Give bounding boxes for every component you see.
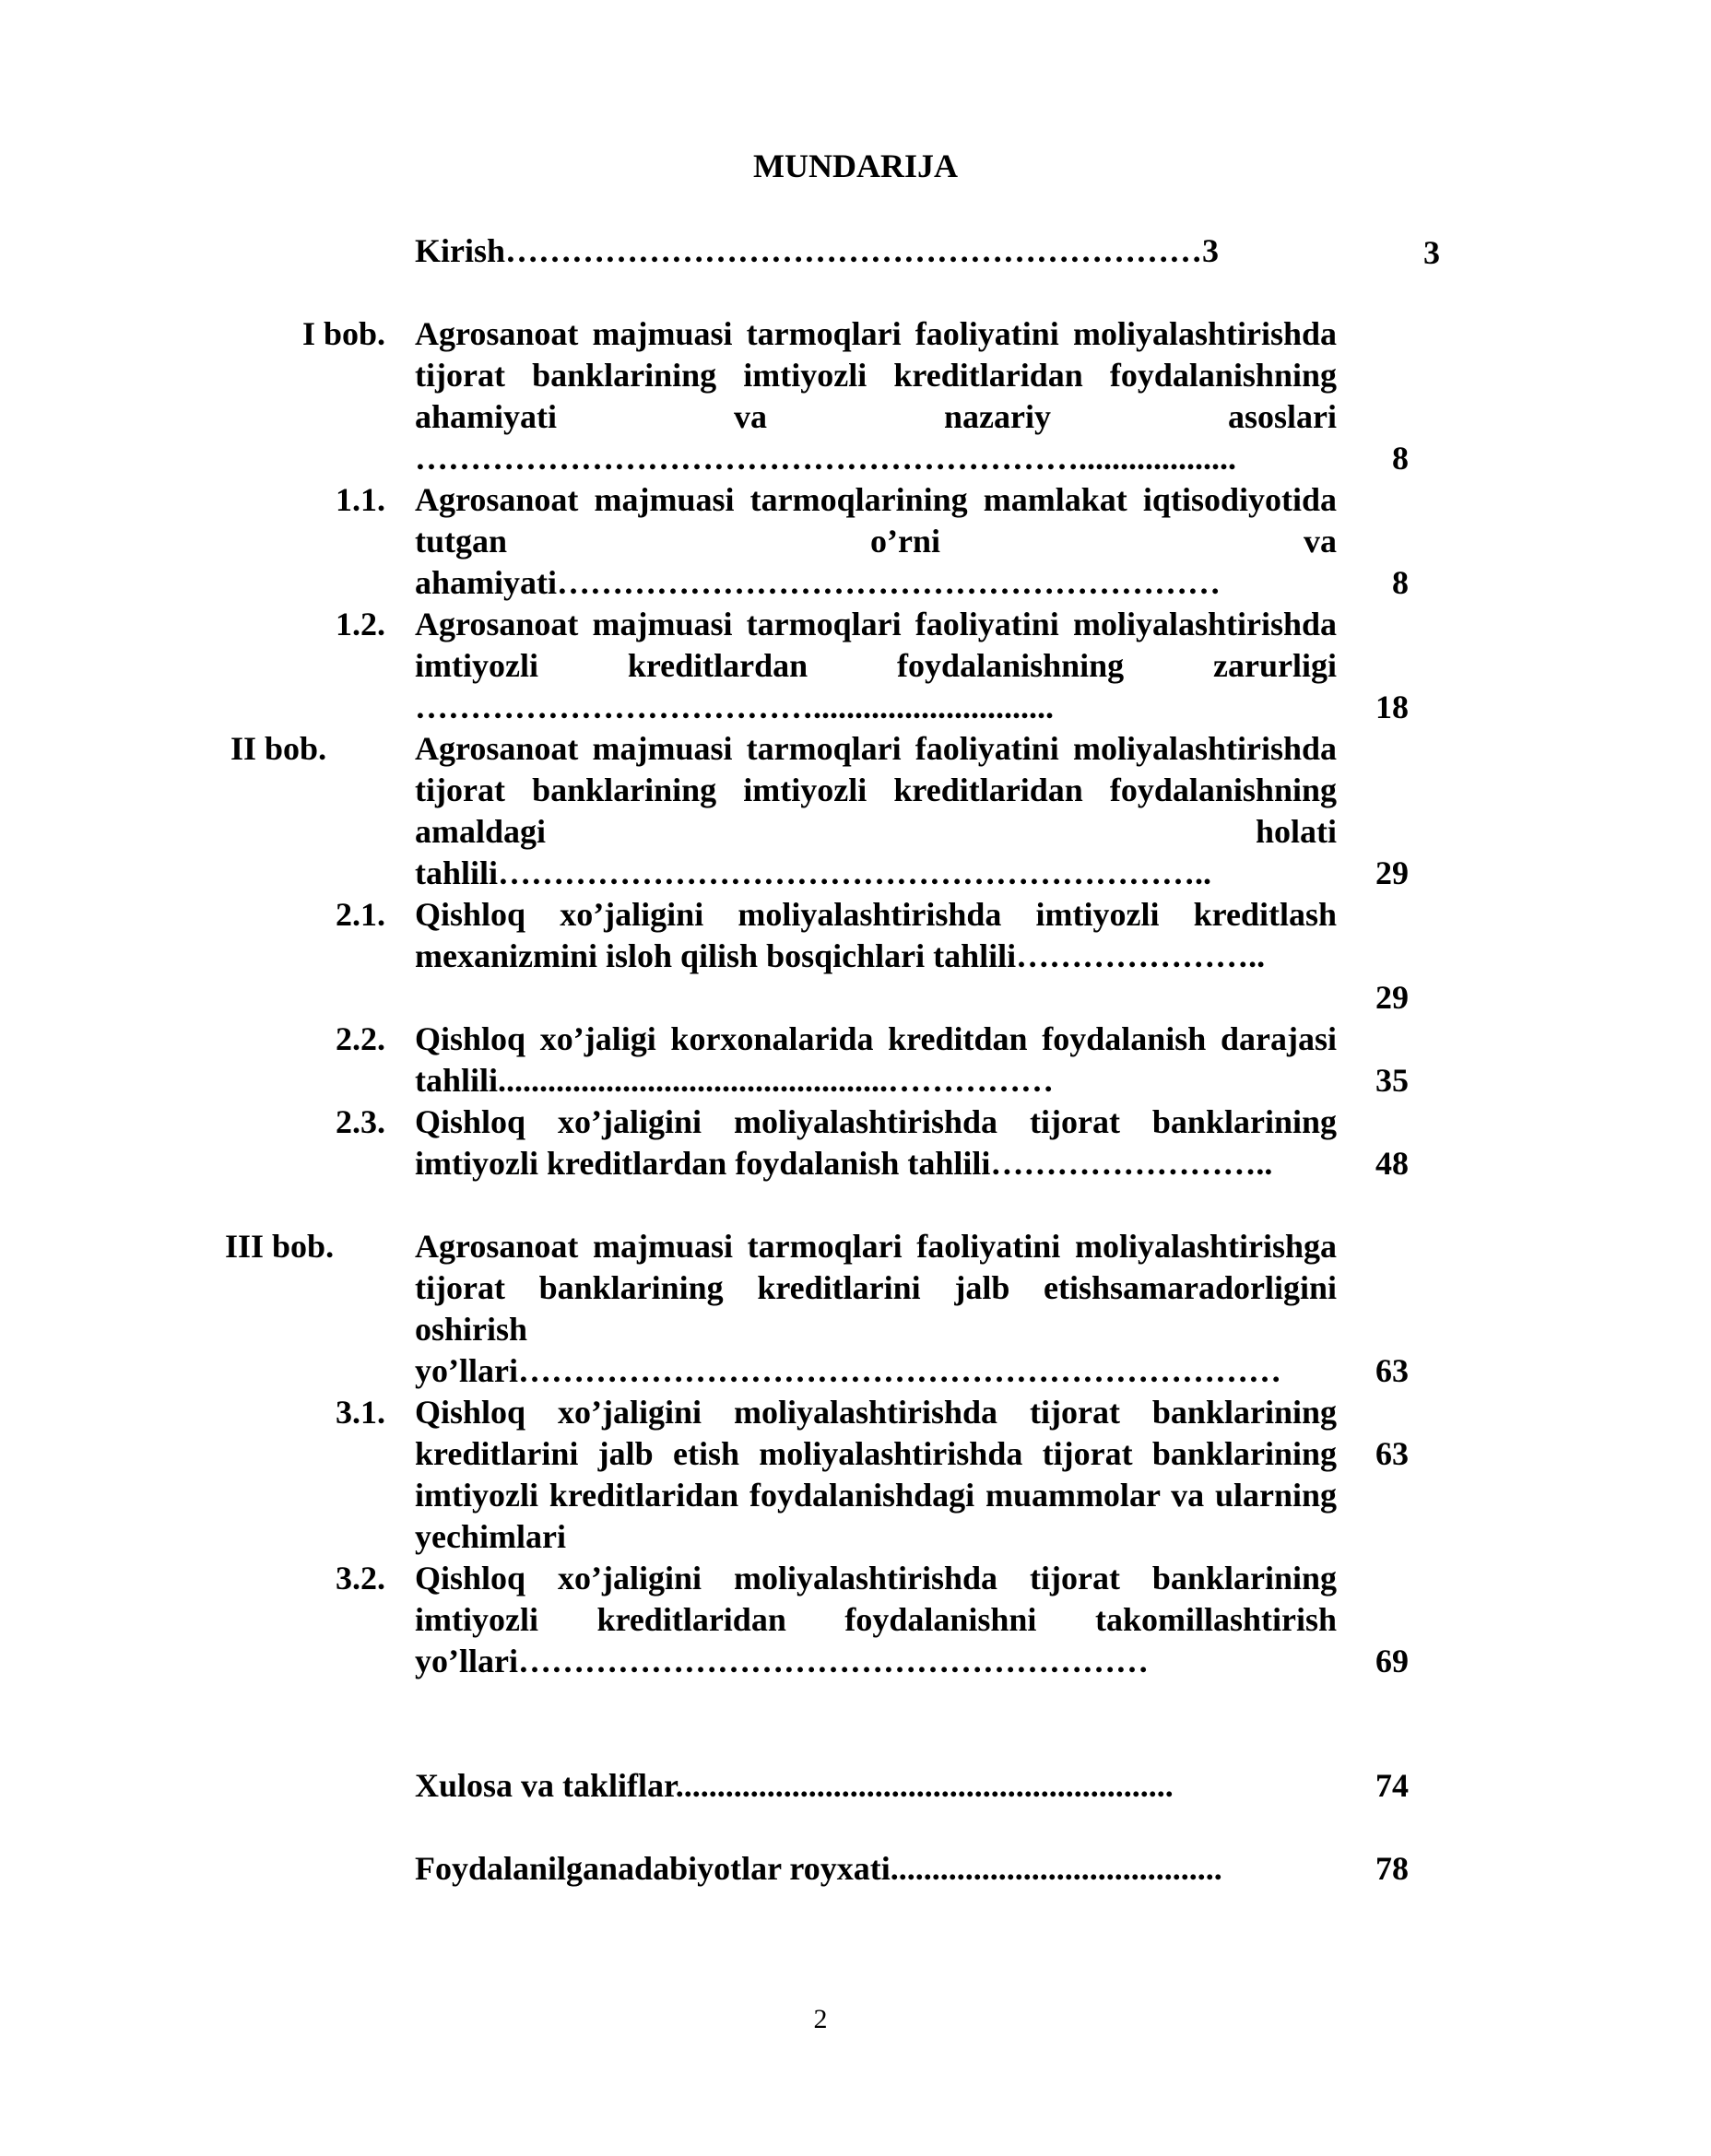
toc-entry-text: Agrosanoat majmuasi tarmoqlari faoliyatini moliyalashtirishga tijorat banklarining kreditlarini jalb etishsamaradorligini oshirish yo’llari……………………………………………………………	[415, 1228, 1337, 1389]
toc-entry-text: Qishloq xo’jaligini moliyalashtirishda tijorat banklarining imtiyozli kreditlaridan foydalanishni takomillashtirish yo’llari…………………………………………………	[415, 1560, 1337, 1679]
toc-entry-text: Qishloq xo’jaligi korxonalarida kreditdan foydalanish darajasi tahlili...............................................……………	[415, 1020, 1337, 1099]
toc-entry-page: 35	[1375, 1062, 1409, 1099]
toc-entry-text: Qishloq xo’jaligini moliyalashtirishda tijorat banklarining kreditlarini jalb etish moliyalashtirishda tijorat banklarining imtiyozli kreditlaridan foydalanishdagi muammolar va ularning yechimlari	[415, 1394, 1337, 1555]
toc-entry-text: Agrosanoat majmuasi tarmoqlarining mamlakat iqtisodiyotida tutgan o’rni va ahamiyati……………………………………………………	[415, 481, 1337, 601]
toc-entry-page: 29	[1375, 979, 1409, 1016]
toc-entry-number: 3.2.	[336, 1560, 385, 1596]
toc-entry-number: 1.2.	[336, 606, 385, 642]
toc-entry-number: 2.3.	[336, 1103, 385, 1140]
toc-entry-page: 8	[1392, 440, 1409, 477]
toc-entry-text: Agrosanoat majmuasi tarmoqlari faoliyatini moliyalashtirishda tijorat banklarining imtiyozli kreditlaridan foydalanishning ahamiyati va nazariy asoslari ……………………………………………………...................	[415, 315, 1337, 477]
toc-entry-number: III bob.	[225, 1228, 335, 1265]
toc-entry-page: 8	[1392, 564, 1409, 601]
toc-entry-page: 63	[1375, 1435, 1409, 1472]
toc-entry-text: Kirish………………………………………………………3	[415, 232, 1220, 269]
toc-entry-number: 2.1.	[336, 896, 385, 933]
toc-entry-page: 18	[1375, 689, 1409, 725]
toc-entry-number: 1.1.	[336, 481, 385, 518]
toc-entry-text: Agrosanoat majmuasi tarmoqlari faoliyatini moliyalashtirishda imtiyozli kreditlardan foydalanishning zarurligi ……………………………….............................	[415, 606, 1337, 725]
toc-entry-number: I bob.	[301, 315, 385, 352]
toc-entry-text: Foydalanilganadabiyotlar royxati........................................	[415, 1850, 1222, 1887]
toc-entry-text: Qishloq xo’jaligini moliyalashtirishda tijorat banklarining imtiyozli kreditlardan foydalanish tahlili……………………..	[415, 1103, 1337, 1182]
toc-entry-page: 78	[1375, 1850, 1409, 1887]
toc-entry-page: 48	[1375, 1145, 1409, 1182]
page-title: MUNDARIJA	[753, 147, 958, 184]
toc-entry-page: 63	[1375, 1352, 1409, 1389]
toc-entry-number: II bob.	[230, 730, 327, 767]
toc-entry-page: 74	[1375, 1767, 1409, 1804]
toc-entry-page: 29	[1375, 854, 1409, 891]
toc-entry-text: Agrosanoat majmuasi tarmoqlari faoliyatini moliyalashtirishda tijorat banklarining imtiyozli kreditlaridan foydalanishning amaldagi holati tahlili………………………………………………………..	[415, 730, 1337, 891]
toc-entry-text: Xulosa va takliflar............................................................	[415, 1767, 1174, 1804]
edge-mark: 3	[1423, 234, 1440, 271]
page-number: 2	[813, 2004, 828, 2034]
toc-entry-number: 2.2.	[336, 1020, 385, 1057]
toc-entry-number: 3.1.	[336, 1394, 385, 1431]
toc-entry-page: 69	[1375, 1643, 1409, 1679]
toc-entry-text: Qishloq xo’jaligini moliyalashtirishda imtiyozli kreditlash mexanizmini isloh qilish bosqichlari tahlili…………………..	[415, 896, 1337, 974]
